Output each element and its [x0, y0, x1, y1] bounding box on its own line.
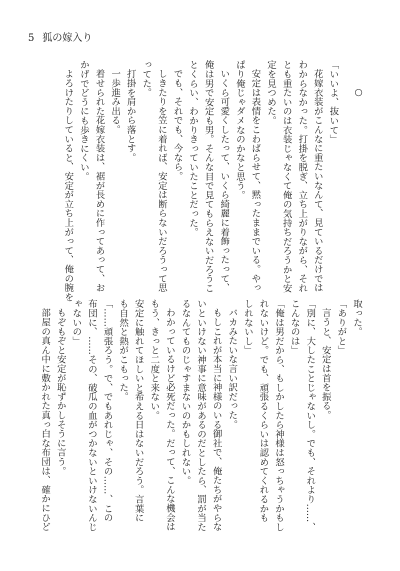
running-header [28, 33, 92, 45]
text-column: 安定は表情をこわばらせて、黙ったままでいる。やっ [249, 69, 261, 293]
text-column: るなんてものじゃすまないのかもしれない。 [179, 299, 191, 485]
text-column: 部屋の真ん中に敷かれた真っ白な布団は、確かにひど [39, 308, 51, 532]
text-column: 俺は男で安定も男。そんな目で見てもらえないだろうこ [202, 60, 214, 293]
text-column: とも重たいのは衣装じゃなくて俺の気持ちだろうかと安 [280, 60, 292, 293]
text-column: も自然と熱がこもった。 [117, 299, 129, 402]
text-column: わかっているけど必死だった。だって、こんな機会は [163, 308, 175, 532]
text-column: でも、それでも、今なら。 [171, 69, 183, 181]
text-column: よろけたりしていると、安定が立ち上がって、俺の腕を [62, 69, 74, 302]
chapter-title: 狐の嫁入り [42, 33, 93, 44]
text-column: ってた。 [140, 60, 152, 98]
page-number: 5 [28, 33, 35, 44]
text-column: 「ありがと」 [335, 299, 347, 355]
text-column: ゃないの」 [70, 299, 82, 346]
text-column: 着せられた花嫁衣装は、裾が長めに作ってあって、お [93, 69, 105, 293]
upper-text-block [60, 60, 366, 302]
text-column: こんなのは」 [288, 299, 300, 355]
text-column: いといけない神事に意味があるのだとしたら、罰が当た [195, 299, 207, 532]
text-column: かげでどうにも歩きにくい。 [77, 60, 89, 181]
text-column: ぱり俺じゃダメなのかなと思う。 [233, 60, 245, 200]
text-column: 一歩進み出る。 [109, 69, 121, 135]
text-column: 「俺は男だから、もしかしたら神様は怒っちゃうかもし [273, 299, 285, 532]
text-column: もう、きっと二度と来ない。 [148, 299, 160, 420]
text-column: もぞもぞと安定が恥ずかしそうに言う。 [54, 308, 66, 476]
lower-text-block [37, 299, 364, 543]
text-column: 「……頑張ろう。で、でもあれじゃ、その……、この [101, 299, 113, 523]
text-column: バカみたいな言い訳だった。 [226, 308, 238, 430]
text-column: 「別に、大したことじゃないし。でも、それより……、 [304, 299, 316, 532]
text-column: とくらい、わかりきっていたことだった。 [187, 60, 199, 237]
text-column: 取った。 [351, 299, 362, 337]
text-column: 定を見つめた。 [265, 60, 277, 126]
text-column: 布団に、……その、破瓜の血がつかないといけないんじ [85, 299, 97, 532]
text-column: 言うと、安定は首を振る。 [319, 308, 331, 420]
text-column: いくら可愛くしたって、いくら綺麗に着飾ったって、 [218, 69, 230, 293]
scene-break-mark: ○ [353, 87, 364, 98]
text-column: 安定に触れてほしいと希える日はないだろう。言葉に [132, 299, 144, 523]
text-column: しきたりを笠に着れば、安定は断らないだろうって思 [155, 69, 167, 293]
text-column: 「いいよ、抜いて」 [327, 60, 339, 144]
text-column: わからなかった。打掛を脱ぎ、立ち上がりながら、それ [296, 60, 308, 293]
text-column: れないけど。でも、頑張るくらいは認めてくれるかも [257, 299, 269, 523]
text-column: 打掛を肩から落とす。 [124, 69, 136, 163]
text-column: もしこれが本当に神様のいる御社で、俺たちがやらな [210, 308, 222, 532]
text-column: しれないし」 [241, 299, 253, 355]
text-column: 花嫁衣装がこんなに重たいなんて、見ているだけでは [311, 69, 323, 293]
